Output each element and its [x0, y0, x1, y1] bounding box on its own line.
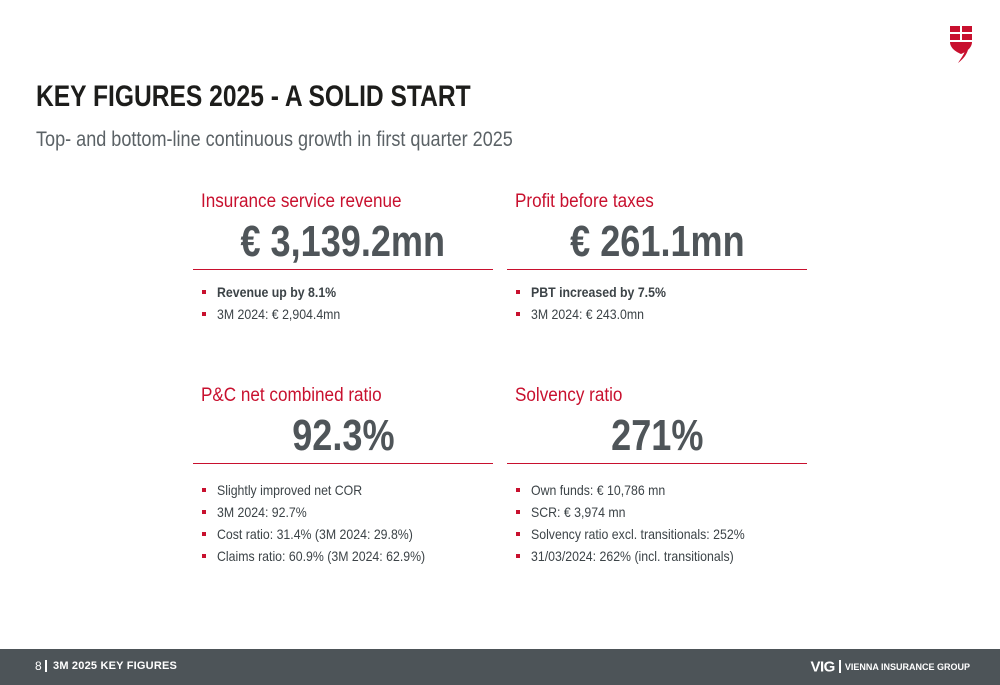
- kpi-value: € 261.1mn: [569, 217, 745, 266]
- bullet-item: 3M 2024: € 2,904.4mn: [201, 303, 357, 325]
- bullet-item: Slightly improved net COR: [201, 479, 454, 501]
- bullet-item: Solvency ratio excl. transitionals: 252%: [515, 523, 774, 545]
- brand-logo: [810, 658, 970, 676]
- bullet-item: SCR: € 3,974 mn: [515, 501, 774, 523]
- bullet-item: 3M 2024: 92.7%: [201, 501, 454, 523]
- kpi-divider: [193, 463, 493, 464]
- vig-shield-logo-icon: [948, 26, 974, 64]
- kpi-label: Insurance service revenue: [201, 191, 402, 212]
- kpi-label: P&C net combined ratio: [201, 385, 382, 406]
- kpi-bullet-list: [201, 281, 357, 325]
- kpi-value: 271%: [610, 411, 704, 460]
- footer-bar: [0, 649, 1000, 685]
- kpi-value: € 3,139.2mn: [240, 217, 446, 266]
- brand-name: VIENNA INSURANCE GROUP: [844, 661, 970, 672]
- kpi-bullet-list: [515, 479, 774, 567]
- kpi-divider: [507, 463, 807, 464]
- bullet-item: Cost ratio: 31.4% (3M 2024: 29.8%): [201, 523, 454, 545]
- bullet-item: 3M 2024: € 243.0mn: [515, 303, 684, 325]
- page-subtitle: Top- and bottom-line continuous growth in first quarter 2025: [36, 128, 513, 151]
- kpi-bullet-list: [515, 281, 684, 325]
- brand-separator: [839, 660, 841, 673]
- kpi-divider: [507, 269, 807, 270]
- bullet-item: Claims ratio: 60.9% (3M 2024: 62.9%): [201, 545, 454, 567]
- brand-mark: VIG: [810, 658, 835, 676]
- kpi-bullet-list: [201, 479, 454, 567]
- bullet-item: 31/03/2024: 262% (incl. transitionals): [515, 545, 774, 567]
- kpi-divider: [193, 269, 493, 270]
- footer-separator: [45, 660, 47, 672]
- bullet-item: Revenue up by 8.1%: [201, 281, 357, 303]
- page-number: 8: [35, 659, 42, 673]
- page-title: KEY FIGURES 2025 - A SOLID START: [36, 80, 471, 113]
- kpi-label: Solvency ratio: [515, 385, 623, 406]
- kpi-value: 92.3%: [291, 411, 395, 460]
- bullet-item: Own funds: € 10,786 mn: [515, 479, 774, 501]
- footer-title: 3M 2025 KEY FIGURES: [53, 660, 178, 672]
- bullet-item: PBT increased by 7.5%: [515, 281, 684, 303]
- kpi-label: Profit before taxes: [515, 191, 654, 212]
